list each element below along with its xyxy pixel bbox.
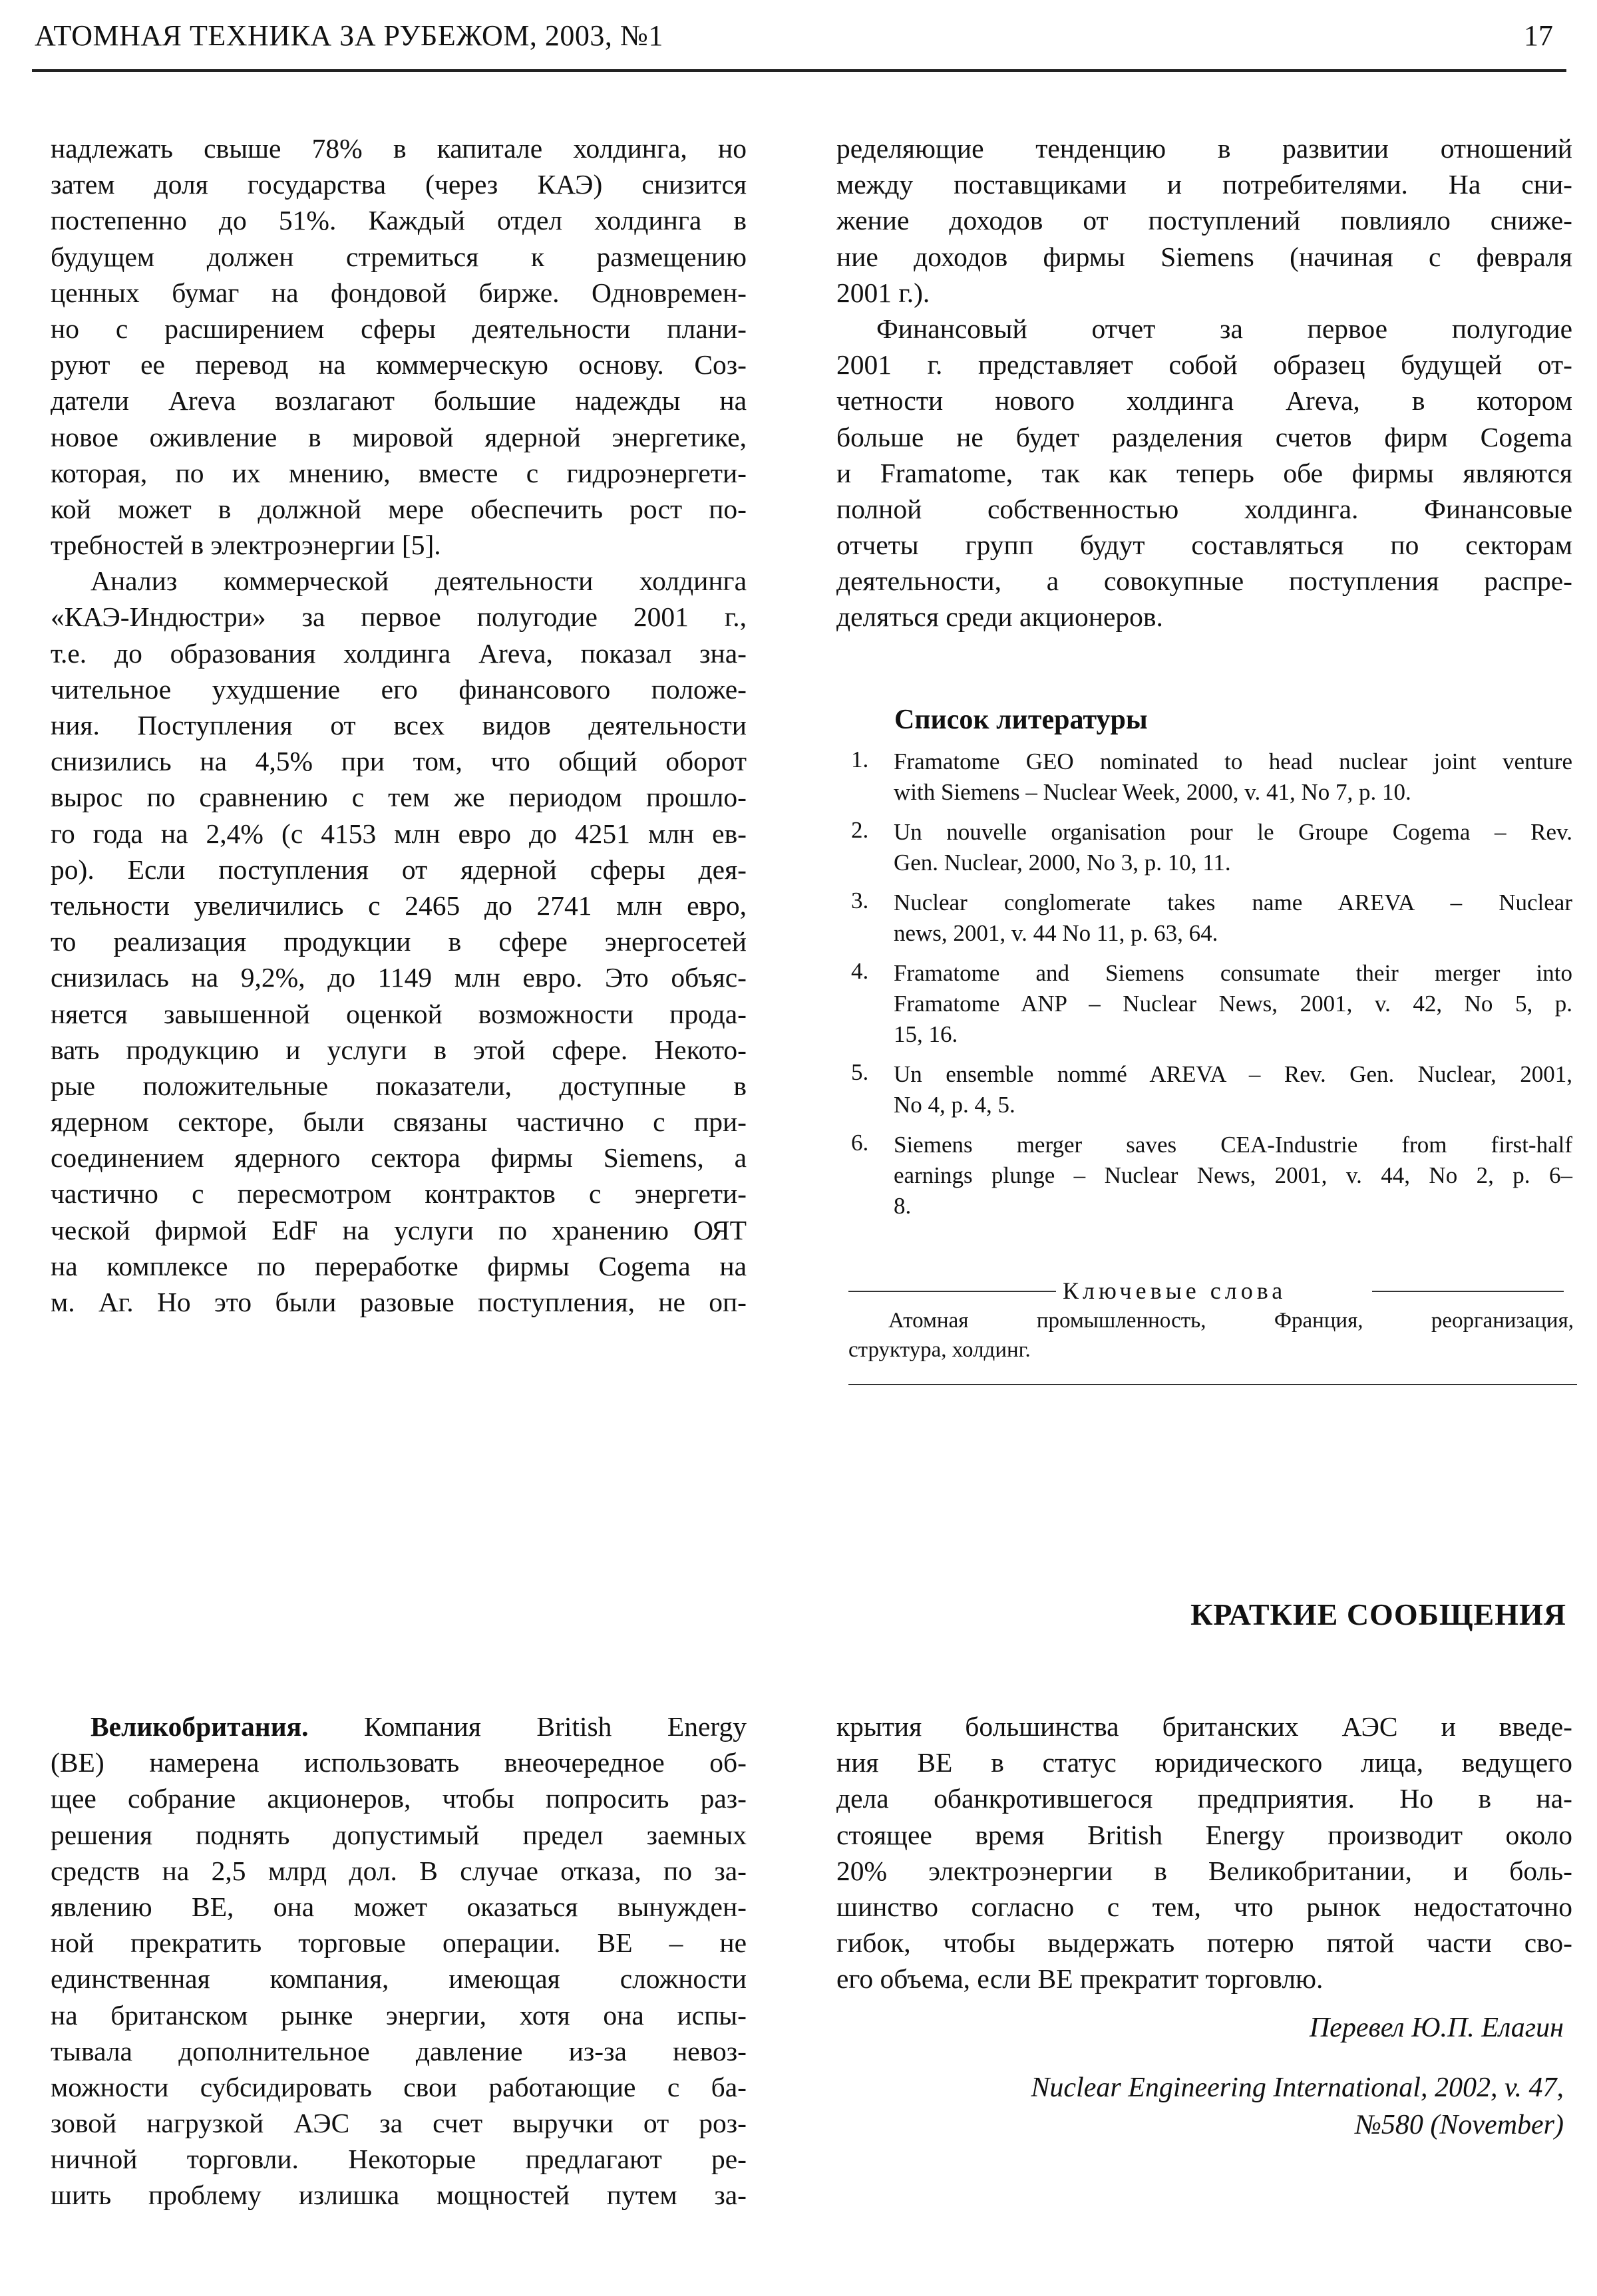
text-line: снизились на 4,5% при том, что общий оборот — [51, 746, 747, 777]
keywords-bottom-rule — [848, 1384, 1577, 1385]
text-line: 2001 г. представляет собой образец будущей от- — [836, 349, 1572, 381]
news-left-column — [51, 1709, 747, 2214]
text-line: и Framatome, так как теперь обе фирмы являются — [836, 457, 1572, 488]
reference-item — [836, 1059, 1572, 1120]
reference-line: No 4, p. 4, 5. — [894, 1092, 1015, 1118]
source-line: Nuclear Engineering International, 2002, v. 47, — [1031, 2072, 1564, 2103]
text-line: четности нового холдинга Areva, в котором — [836, 385, 1572, 416]
text-line: 20% электроэнергии в Великобритании, и боль- — [836, 1855, 1572, 1886]
text-line: деятельности, а совокупные поступления распре- — [836, 566, 1572, 597]
text-line: чительное ухудшение его финансового положе- — [51, 673, 747, 705]
article-right-column — [836, 130, 1572, 635]
news-lead-country: Великобритания. — [90, 1711, 309, 1742]
text-line: го года на 2,4% (с 4153 млн евро до 4251 млн ев- — [51, 818, 747, 849]
text-line: датели Areva возлагают большие надежды на — [51, 385, 747, 416]
reference-number: 2. — [851, 817, 869, 843]
article-left-column — [51, 130, 747, 1320]
keywords-text — [848, 1306, 1574, 1365]
reference-item — [836, 958, 1572, 1050]
reference-line: Gen. Nuclear, 2000, No 3, p. 10, 11. — [894, 850, 1231, 876]
keywords-label: Ключевые слова — [1063, 1277, 1287, 1304]
reference-line: with Siemens – Nuclear Week, 2000, v. 41, No 7, p. 10. — [894, 779, 1411, 805]
reference-number: 1. — [851, 746, 869, 772]
text-line: на британском рынке энергии, хотя она испы- — [51, 1999, 747, 2031]
reference-line: Un ensemble nommé AREVA – Rev. Gen. Nuclear, 2001, — [894, 1061, 1572, 1087]
text-line: отчеты групп будут составляться по секторам — [836, 530, 1572, 561]
source-citation — [1031, 2069, 1564, 2144]
text-line: кой может в должной мере обеспечить рост по- — [51, 493, 747, 524]
reference-line: Un nouvelle organisation pour le Groupe Cogema – Rev. — [894, 819, 1572, 845]
text-line: деляться среди акционеров. — [836, 601, 1163, 633]
reference-line: Siemens merger saves CEA-Industrie from first-half — [894, 1132, 1572, 1158]
text-line: можности субсидировать свои работающие с ба- — [51, 2071, 747, 2102]
text-line: ничной торговли. Некоторые предлагают ре- — [51, 2144, 747, 2175]
text-line: то реализация продукции в сфере энергосетей — [51, 926, 747, 957]
text-line: шить проблему излишка мощностей путем за- — [51, 2180, 747, 2211]
text-line: постепенно до 51%. Каждый отдел холдинга в — [51, 205, 747, 236]
reference-line: Nuclear conglomerate takes name AREVA – Nuclear — [894, 890, 1572, 915]
text-line: средств на 2,5 млрд дол. В случае отказа, по за- — [51, 1855, 747, 1886]
reference-line: 8. — [894, 1193, 912, 1219]
references-title: Список литературы — [894, 705, 1148, 735]
reference-line: Framatome GEO nominated to head nuclear joint venture — [894, 748, 1572, 774]
text-line: тывала дополнительное давление из-за невоз- — [51, 2035, 747, 2066]
text-line: гибок, чтобы выдержать потерю пятой части сво- — [836, 1927, 1572, 1959]
text-line: соединением ядерного сектора фирмы Siemens, а — [51, 1142, 747, 1174]
text-line: (ВЕ) намерена использовать внеочередное об- — [51, 1747, 747, 1778]
keywords-line: структура, холдинг. — [848, 1338, 1031, 1362]
text-line: требностей в электроэнергии [5]. — [51, 530, 441, 561]
text-line: руют ее перевод на коммерческую основу. Соз- — [51, 349, 747, 381]
reference-line: news, 2001, v. 44 No 11, p. 63, 64. — [894, 920, 1218, 946]
text-line: снизилась на 9,2%, до 1149 млн евро. Это объяс- — [51, 962, 747, 993]
text-line: Финансовый отчет за первое полугодие — [876, 313, 1572, 344]
text-line: ния ВЕ в статус юридического лица, ведущего — [836, 1747, 1572, 1778]
text-line: которая, по их мнению, вместе с гидроэнергети- — [51, 457, 747, 488]
text-line: явлению ВЕ, она может оказаться вынужден- — [51, 1891, 747, 1922]
reference-item — [836, 817, 1572, 878]
text-line: ческой фирмой EdF на услуги по хранению ОЯТ — [51, 1214, 747, 1245]
text-line: ние доходов фирмы Siemens (начиная с февраля — [836, 241, 1572, 272]
text-line: надлежать свыше 78% в капитале холдинга, но — [51, 133, 747, 164]
text-line — [51, 1709, 747, 1744]
text-line: между поставщиками и потребителями. На сни- — [836, 169, 1572, 200]
text-line: новое оживление в мировой ядерной энергетике, — [51, 421, 747, 452]
text-line: «КАЭ-Индюстри» за первое полугодие 2001 г., — [51, 601, 747, 633]
text-fragment: Компания British Energy — [363, 1711, 747, 1742]
text-line: ной прекратить торговые операции. ВЕ – не — [51, 1927, 747, 1959]
text-line: стоящее время British Energy производит около — [836, 1819, 1572, 1850]
text-line: зовой нагрузкой АЭС за счет выручки от роз- — [51, 2108, 747, 2139]
text-line: тельности увеличились с 2465 до 2741 млн евро, — [51, 890, 747, 921]
text-line: крытия большинства британских АЭС и введе- — [836, 1711, 1572, 1742]
reference-item — [836, 746, 1572, 808]
running-head: АТОМНАЯ ТЕХНИКА ЗА РУБЕЖОМ, 2003, №1 — [35, 19, 663, 52]
references-list — [836, 746, 1572, 1231]
text-line: т.е. до образования холдинга Areva, показал зна- — [51, 637, 747, 669]
text-line: больше не будет разделения счетов фирм Cogema — [836, 421, 1572, 452]
reference-item — [836, 888, 1572, 949]
text-line: Анализ коммерческой деятельности холдинга — [90, 566, 747, 597]
text-line: шинство согласно с тем, что рынок недостаточно — [836, 1891, 1572, 1922]
reference-line: earnings plunge – Nuclear News, 2001, v. 44, No 2, p. 6– — [894, 1162, 1572, 1188]
text-line: но с расширением сферы деятельности плани- — [51, 313, 747, 344]
source-line: №580 (November) — [1355, 2110, 1564, 2140]
text-line: щее собрание акционеров, чтобы попросить раз- — [51, 1783, 747, 1814]
text-line: на комплексе по переработке фирмы Cogema на — [51, 1250, 747, 1281]
news-right-column — [836, 1709, 1572, 1997]
translator-credit: Перевел Ю.П. Елагин — [1309, 2013, 1564, 2043]
text-line: частично с пересмотром контрактов с энергети- — [51, 1178, 747, 1210]
text-line: затем доля государства (через КАЭ) снизится — [51, 169, 747, 200]
text-line: рые положительные показатели, доступные в — [51, 1070, 747, 1101]
text-line: вырос по сравнению с тем же периодом прошло- — [51, 782, 747, 813]
reference-number: 6. — [851, 1130, 869, 1156]
text-line: ния. Поступления от всех видов деятельности — [51, 710, 747, 740]
text-line: будущем должен стремиться к размещению — [51, 241, 747, 272]
text-line: ценных бумаг на фондовой бирже. Одновремен- — [51, 277, 747, 308]
text-line: его объема, если ВЕ прекратит торговлю. — [836, 1963, 1324, 1995]
reference-number: 5. — [851, 1059, 869, 1085]
keywords-line: Атомная промышленность, Франция, реорганизация, — [888, 1309, 1574, 1333]
header-rule — [32, 69, 1566, 72]
reference-number: 3. — [851, 888, 869, 913]
section-title: КРАТКИЕ СООБЩЕНИЯ — [1190, 1597, 1566, 1631]
text-line: жение доходов от поступлений повлияло сниже- — [836, 205, 1572, 236]
keywords-header — [848, 1274, 1564, 1307]
text-line: единственная компания, имеющая сложности — [51, 1963, 747, 1995]
reference-line: Framatome ANP – Nuclear News, 2001, v. 42, No 5, p. — [894, 991, 1572, 1017]
text-line: вать продукцию и услуги в этой сфере. Некото- — [51, 1034, 747, 1065]
text-line: няется завышенной оценкой возможности прода- — [51, 998, 747, 1029]
text-line: ределяющие тенденцию в развитии отношений — [836, 133, 1572, 164]
reference-number: 4. — [851, 958, 869, 984]
text-line: м. Аг. Но это были разовые поступления, не оп- — [51, 1287, 747, 1317]
keywords-rule-left — [848, 1291, 1056, 1292]
text-line: решения поднять допустимый предел заемных — [51, 1819, 747, 1850]
text-line: ядерном секторе, были связаны частично с при- — [51, 1106, 747, 1138]
text-line: 2001 г.). — [836, 277, 930, 308]
reference-item — [836, 1130, 1572, 1222]
text-line: дела обанкротившегося предприятия. Но в на- — [836, 1783, 1572, 1814]
page-number: 17 — [1524, 19, 1553, 52]
text-line: полной собственностью холдинга. Финансовые — [836, 493, 1572, 524]
reference-line: Framatome and Siemens consumate their merger into — [894, 960, 1572, 986]
reference-line: 15, 16. — [894, 1021, 958, 1047]
keywords-rule-right — [1372, 1291, 1564, 1292]
text-line: ро). Если поступления от ядерной сферы дея- — [51, 854, 747, 885]
